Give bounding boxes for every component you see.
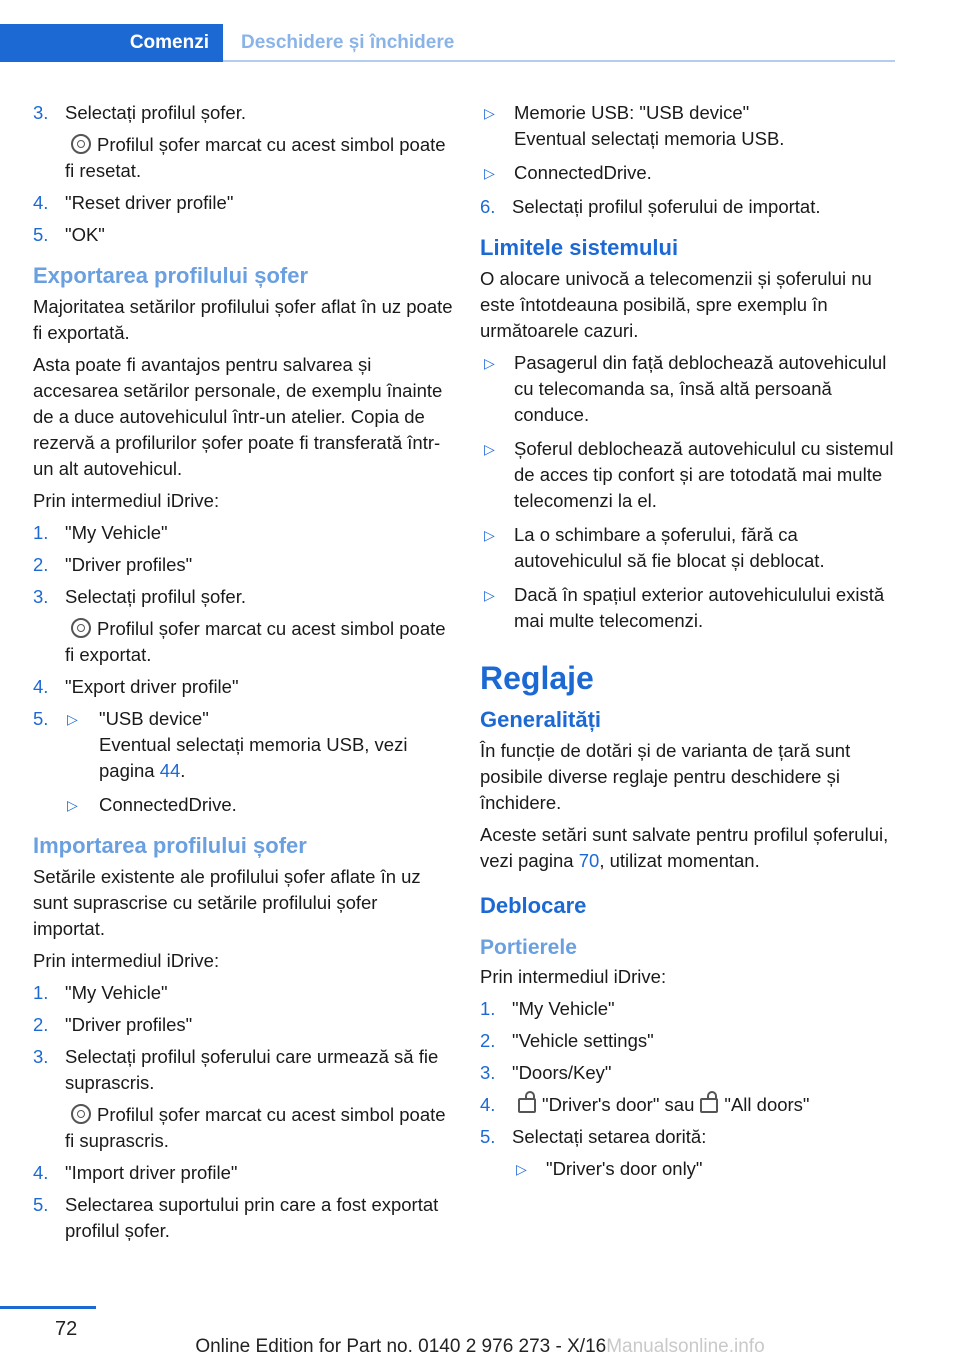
step-number: 4. (480, 1094, 496, 1115)
step-number: 1. (33, 522, 49, 543)
header-tabs (0, 24, 895, 62)
step-number: 6. (480, 196, 496, 217)
step-text: "Doors/Key" (512, 1062, 612, 1083)
watermark: Manualsonline.info (606, 1336, 765, 1357)
step-text: "My Vehicle" (65, 522, 168, 543)
doors-idrive: Prin intermediul iDrive: (480, 966, 667, 987)
list-item (33, 980, 453, 1006)
limits-paragraph: O alocare univocă a telecomenzii și șoferului nu este întotdeauna posibilă, spre exemplu în următoarele cazuri. (480, 268, 872, 341)
list-item (480, 1124, 900, 1182)
import-sub-list (480, 100, 900, 186)
export-idrive: Prin intermediul iDrive: (33, 490, 220, 511)
step-text: "Import driver profile" (65, 1162, 238, 1183)
step-number: 5. (33, 224, 49, 245)
doors-steps (480, 996, 900, 1182)
step-text: Selectarea suportului prin care a fost exportat profilul șofer. (65, 1194, 439, 1241)
import-heading: Importarea profilului șofer (33, 833, 307, 858)
list-item (480, 436, 900, 514)
list-text: La o schimbare a șoferului, fără ca autovehiculul să fie blocat și deblocat. (514, 524, 825, 571)
step-number: 3. (480, 1062, 496, 1083)
step-text: "My Vehicle" (512, 998, 615, 1019)
limits-heading: Limitele sistemului (480, 235, 679, 260)
step-number: 4. (33, 676, 49, 697)
list-item (33, 792, 453, 818)
general-heading: Generalități (480, 707, 602, 732)
sub-text: ConnectedDrive. (514, 162, 652, 183)
list-item (33, 222, 453, 248)
list-item (33, 520, 453, 546)
page-link[interactable]: 44 (159, 760, 181, 781)
gear-icon (71, 134, 91, 154)
step-text: "Export driver profile" (65, 676, 239, 697)
page-link[interactable]: 70 (578, 850, 600, 871)
step-text: "OK" (65, 224, 105, 245)
doors-heading: Portierele (480, 936, 577, 959)
export-paragraph-2: Asta poate fi avantajos pentru salvarea și accesarea setărilor personale, de exemplu înainte de a duce autovehiculul într-un atelier. Copia de rezervă a profilurilor șofer poate fi transferată într-un alt autovehicul. (33, 354, 443, 479)
list-item (33, 1044, 453, 1096)
paragraph-text-end: , utilizat momentan. (599, 850, 760, 871)
step-number: 3. (33, 1046, 49, 1067)
list-text: Șoferul deblochează autovehiculul cu sistemul de acces tip confort și are totodată mai multe telecomenzi la el. (514, 438, 894, 511)
list-item (33, 552, 453, 578)
doors-sub-list (512, 1156, 900, 1182)
list-item (33, 190, 453, 216)
list-item (480, 522, 900, 574)
sub-text: ConnectedDrive. (99, 794, 237, 815)
unlock-icon (700, 1098, 718, 1113)
list-item (480, 160, 900, 186)
triangle-icon: ▷ (67, 797, 78, 813)
step-text: Selectați setarea dorită: (512, 1126, 707, 1147)
list-item (480, 100, 900, 152)
triangle-icon: ▷ (484, 105, 495, 121)
step-text-b: "All doors" (724, 1094, 810, 1115)
export-heading: Exportarea profilului șofer (33, 263, 309, 288)
paragraph-text: Aceste setări sunt salvate pentru profilul șoferului, vezi pagina (480, 824, 889, 871)
list-item (480, 350, 900, 428)
footer-line (0, 1306, 96, 1309)
list-text: Pasagerul din față deblochează autovehiculul cu telecomanda sa, însă altă persoană conduce. (514, 352, 887, 425)
sub-extra: Eventual selectați memoria USB. (514, 128, 785, 149)
list-text: Dacă în spațiul exterior autovehiculului există mai multe telecomenzi. (514, 584, 885, 631)
list-item (33, 584, 453, 610)
list-item (512, 1156, 900, 1182)
tab-deschidere-inchidere[interactable]: Deschidere și închidere (241, 32, 455, 53)
step-number: 5. (33, 1194, 49, 1215)
sub-text: Memorie USB: "USB device" (514, 102, 750, 123)
list-item (480, 1060, 900, 1086)
note-text: Profilul șofer marcat cu acest simbol poate fi suprascris. (65, 1104, 446, 1151)
sub-extra-end: . (180, 760, 186, 781)
step-text: "Driver profiles" (65, 1014, 193, 1035)
list-item (480, 1028, 900, 1054)
step-text: Selectați profilul șoferului de importat. (512, 196, 821, 217)
sub-text: "Driver's door only" (546, 1158, 703, 1179)
edition-text: Online Edition for Part no. 0140 2 976 273 - X/16 (195, 1336, 607, 1357)
unlock-icon (518, 1098, 536, 1113)
triangle-icon: ▷ (516, 1161, 527, 1177)
tab-comenzi[interactable]: Comenzi (0, 24, 223, 62)
step-text: "Driver profiles" (65, 554, 193, 575)
page-number: 72 (55, 1318, 78, 1340)
step-number: 4. (33, 192, 49, 213)
triangle-icon: ▷ (484, 165, 495, 181)
list-item (33, 100, 453, 126)
gear-icon (71, 1104, 91, 1124)
step-number: 5. (480, 1126, 496, 1147)
reset-steps-2 (33, 190, 453, 248)
export-paragraph-1: Majoritatea setărilor profilului șofer aflat în uz poate fi exportată. (33, 296, 453, 343)
step-number: 2. (33, 554, 49, 575)
triangle-icon: ▷ (484, 355, 495, 371)
step-text: "Reset driver profile" (65, 192, 234, 213)
import-steps (33, 980, 453, 1096)
right-column (480, 100, 900, 1190)
step-number: 3. (33, 586, 49, 607)
triangle-icon: ▷ (484, 527, 495, 543)
import-steps-2 (33, 1160, 453, 1244)
unlock-heading: Deblocare (480, 893, 587, 918)
list-item (33, 706, 453, 784)
general-paragraph-1: În funcție de dotări și de varianta de țară sunt posibile diverse reglaje pentru deschidere și închidere. (480, 740, 851, 813)
step-text: Selectați profilul șofer. (65, 586, 246, 607)
export-steps (33, 520, 453, 610)
general-paragraph-2 (480, 822, 900, 874)
list-item (33, 706, 453, 818)
reset-note (33, 132, 453, 184)
import-paragraph: Setările existente ale profilului șofer aflate în uz sunt suprascrise cu setările profilului șofer importat. (33, 866, 421, 939)
list-item (480, 1092, 900, 1118)
step-number: 1. (33, 982, 49, 1003)
step-text: "My Vehicle" (65, 982, 168, 1003)
list-item (33, 674, 453, 700)
sub-text: "USB device" (99, 708, 209, 729)
step-number: 5. (33, 708, 49, 729)
import-note (33, 1102, 453, 1154)
footer-edition (0, 1336, 960, 1358)
step-number: 3. (33, 102, 49, 123)
list-item (33, 1192, 453, 1244)
sub-extra: Eventual selectați memoria USB, vezi pagina (99, 734, 408, 781)
tab-underline (223, 60, 895, 62)
note-text: Profilul șofer marcat cu acest simbol poate fi resetat. (65, 134, 446, 181)
step-number: 2. (33, 1014, 49, 1035)
export-sub-list (33, 706, 453, 818)
triangle-icon: ▷ (484, 441, 495, 457)
import-step-6 (480, 194, 900, 220)
list-item (480, 582, 900, 634)
step-text: Selectați profilul șoferului care urmează să fie suprascris. (65, 1046, 439, 1093)
step-text: Selectați profilul șofer. (65, 102, 246, 123)
step-text: "Vehicle settings" (512, 1030, 654, 1051)
step-number: 4. (33, 1162, 49, 1183)
note-text: Profilul șofer marcat cu acest simbol poate fi exportat. (65, 618, 446, 665)
list-item (480, 194, 900, 220)
limits-list (480, 350, 900, 634)
settings-heading: Reglaje (480, 660, 594, 696)
step-number: 1. (480, 998, 496, 1019)
step-number: 2. (480, 1030, 496, 1051)
step-text: "Driver's door" sau (542, 1094, 695, 1115)
gear-icon (71, 618, 91, 638)
triangle-icon: ▷ (484, 587, 495, 603)
left-column (33, 100, 453, 1250)
reset-steps (33, 100, 453, 126)
import-idrive: Prin intermediul iDrive: (33, 950, 220, 971)
list-item (33, 1160, 453, 1186)
export-steps-2 (33, 674, 453, 818)
list-item (480, 996, 900, 1022)
export-note (33, 616, 453, 668)
list-item (33, 1012, 453, 1038)
triangle-icon: ▷ (67, 711, 78, 727)
